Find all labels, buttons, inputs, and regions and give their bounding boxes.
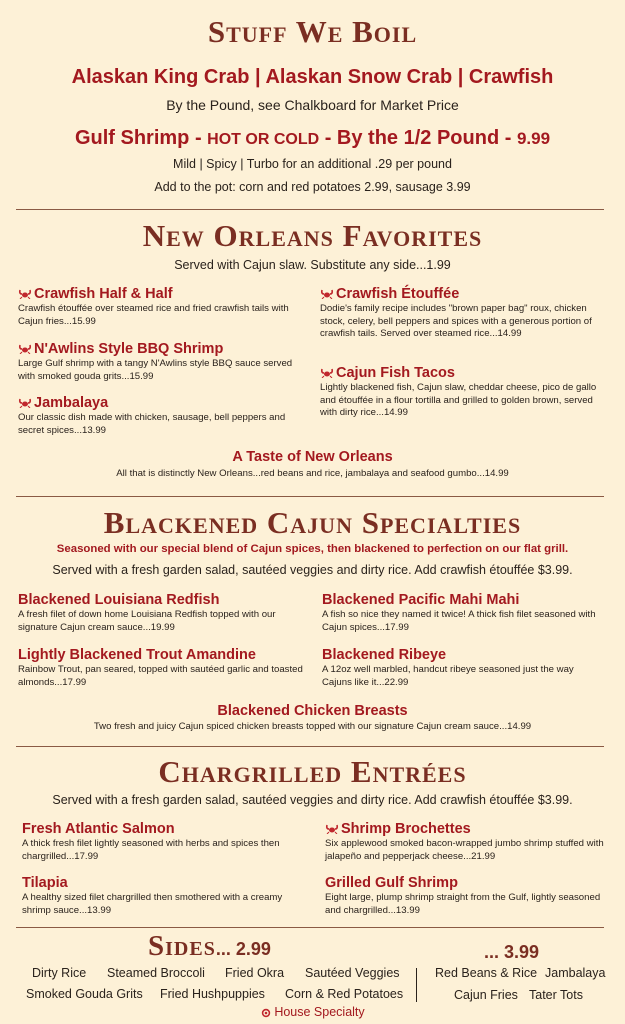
item-name: Shrimp Brochettes xyxy=(341,821,471,837)
item-name: Blackened Louisiana Redfish xyxy=(18,592,220,608)
sides-item: Red Beans & Rice xyxy=(435,966,538,980)
item-desc: Eight large, plump shrimp straight from the Gulf, lightly seasoned and chargrilled...13.99 xyxy=(325,892,601,916)
crawfish-icon xyxy=(18,289,32,299)
crawfish-icon xyxy=(325,824,339,834)
menu-item xyxy=(320,365,604,420)
boil-shrimp-line xyxy=(0,127,625,150)
sides-header xyxy=(148,930,271,963)
shrimp-label: Gulf Shrimp - xyxy=(74,127,208,149)
divider xyxy=(16,927,604,928)
item-desc: Crawfish étouffée over steamed rice and fried crawfish tails with Cajun fries...15.99 xyxy=(18,303,289,327)
item-desc: A healthy sized filet chargrilled then smothered with a creamy shrimp sauce...13.99 xyxy=(22,892,283,916)
item-name: Grilled Gulf Shrimp xyxy=(325,875,458,891)
sides-item: Corn & Red Potatoes xyxy=(285,987,404,1001)
nola-subtitle: Served with Cajun slaw. Substitute any side...1.99 xyxy=(174,258,451,272)
item-name: Tilapia xyxy=(22,875,68,891)
divider xyxy=(16,496,604,497)
item-desc: Rainbow Trout, pan seared, topped with sautéed garlic and toasted almonds...17.99 xyxy=(18,664,303,688)
sides-item: Sautéed Veggies xyxy=(305,966,400,980)
nola-title: New Orleans Favorites xyxy=(142,218,483,253)
sides-item: Jambalaya xyxy=(545,966,606,980)
shrimp-note-spice: Mild | Spicy | Turbo for an additional .29 per pound xyxy=(173,157,452,171)
menu-item xyxy=(320,286,604,341)
grilled-subtitle: Served with a fresh garden salad, sautéed veggies and dirty rice. Add crawfish étouffée $3.99. xyxy=(52,793,573,807)
menu-item xyxy=(18,286,306,328)
taste-title: A Taste of New Orleans xyxy=(232,449,393,465)
item-name: N'Awlins Style BBQ Shrimp xyxy=(34,341,224,357)
boil-crab-line: Alaskan King Crab | Alaskan Snow Crab | Crawfish xyxy=(71,66,554,88)
sides-title: Sides xyxy=(148,930,216,962)
sides-price-b: ... 3.99 xyxy=(484,942,540,962)
item-name: Blackened Pacific Mahi Mahi xyxy=(322,592,520,608)
sides-item: Dirty Rice xyxy=(32,966,87,980)
legend-label: House Specialty xyxy=(274,1005,365,1019)
item-desc: A fresh filet of down home Louisiana Redfish topped with our signature Cajun cream sauce...19.99 xyxy=(18,609,276,633)
blackened-subtitle: Served with a fresh garden salad, sautéed veggies and dirty rice. Add crawfish étouffée $3.99. xyxy=(52,563,573,577)
divider xyxy=(16,209,604,210)
item-desc: A 12oz well marbled, handcut ribeye seasoned just the way Cajuns like it...22.99 xyxy=(322,664,574,688)
menu-item xyxy=(18,592,306,634)
sides-item: Cajun Fries xyxy=(454,988,518,1002)
item-name: Lightly Blackened Trout Amandine xyxy=(18,647,256,663)
crawfish-icon xyxy=(320,368,334,378)
chicken-desc: Two fresh and juicy Cajun spiced chicken breasts topped with our signature Cajun cream sauce...14.99 xyxy=(93,721,532,732)
blackened-tagline: Seasoned with our special blend of Cajun spices, then blackened to perfection on our flat grill. xyxy=(56,543,569,555)
menu-item xyxy=(322,592,606,634)
chicken-title: Blackened Chicken Breasts xyxy=(217,703,408,719)
sides-item: Smoked Gouda Grits xyxy=(26,987,143,1001)
item-name: Fresh Atlantic Salmon xyxy=(22,821,175,837)
sides-price-a: ... 2.99 xyxy=(215,939,271,959)
menu-item xyxy=(325,875,609,917)
item-desc: Dodie's family recipe includes "brown paper bag" roux, chicken stock, celery, bell peppers and spices with a generous portion of crawfish tails. Served over steamed rice...14.99 xyxy=(320,303,592,339)
sides-item: Tater Tots xyxy=(529,988,583,1002)
item-desc: Large Gulf shrimp with a tangy N'Awlins style BBQ sauce served with smoked gouda grits...15.99 xyxy=(18,358,293,382)
item-desc: A thick fresh filet lightly seasoned with herbs and spices then chargrilled...17.99 xyxy=(22,838,280,862)
item-desc: A fish so nice they named it twice! A thick fish filet seasoned with Cajun spices...17.99 xyxy=(322,609,596,633)
menu-item xyxy=(22,821,284,863)
crawfish-icon xyxy=(18,398,32,408)
item-desc: Our classic dish made with chicken, sausage, bell peppers and secret spices...13.99 xyxy=(18,412,286,436)
item-desc: Lightly blackened fish, Cajun slaw, cheddar cheese, pico de gallo and étouffée in a flour tortilla and grilled to golden brown, served with dirty rice...14.99 xyxy=(320,382,597,418)
sides-item: Steamed Broccoli xyxy=(107,966,205,980)
grilled-title: Chargrilled Entrées xyxy=(158,754,467,789)
shrimp-by-pound: - By the 1/2 Pound - xyxy=(319,127,517,149)
sides-item: Fried Hushpuppies xyxy=(160,987,265,1001)
menu-item xyxy=(325,821,609,863)
boil-crab-note: By the Pound, see Chalkboard for Market Price xyxy=(166,97,459,113)
item-name: Blackened Ribeye xyxy=(322,647,447,663)
item-desc: Six applewood smoked bacon-wrapped jumbo shrimp stuffed with jalapeño and pepperjack cheese...21.99 xyxy=(325,838,604,862)
menu-item xyxy=(18,341,306,383)
crawfish-icon xyxy=(260,1008,272,1018)
boil-title: Stuff We Boil xyxy=(207,14,418,49)
item-name: Crawfish Half & Half xyxy=(34,286,173,302)
menu-item xyxy=(18,647,306,689)
menu-item xyxy=(18,395,306,437)
taste-desc: All that is distinctly New Orleans...red beans and rice, jambalaya and seafood gumbo...14.99 xyxy=(116,468,509,479)
item-name: Crawfish Étouffée xyxy=(336,286,460,302)
menu-item xyxy=(322,647,606,689)
item-name: Jambalaya xyxy=(34,395,109,411)
sides-item: Fried Okra xyxy=(225,966,285,980)
house-specialty-legend xyxy=(0,1005,625,1019)
divider xyxy=(16,746,604,747)
blackened-title: Blackened Cajun Specialties xyxy=(103,505,522,540)
crawfish-icon xyxy=(320,289,334,299)
crawfish-icon xyxy=(18,344,32,354)
sides-divider xyxy=(416,968,417,1002)
menu-item xyxy=(22,875,306,917)
shrimp-note-addons: Add to the pot: corn and red potatoes 2.99, sausage 3.99 xyxy=(154,180,471,194)
item-name: Cajun Fish Tacos xyxy=(336,365,455,381)
shrimp-hot-cold: HOT OR COLD xyxy=(207,131,320,148)
shrimp-price: 9.99 xyxy=(516,129,551,148)
